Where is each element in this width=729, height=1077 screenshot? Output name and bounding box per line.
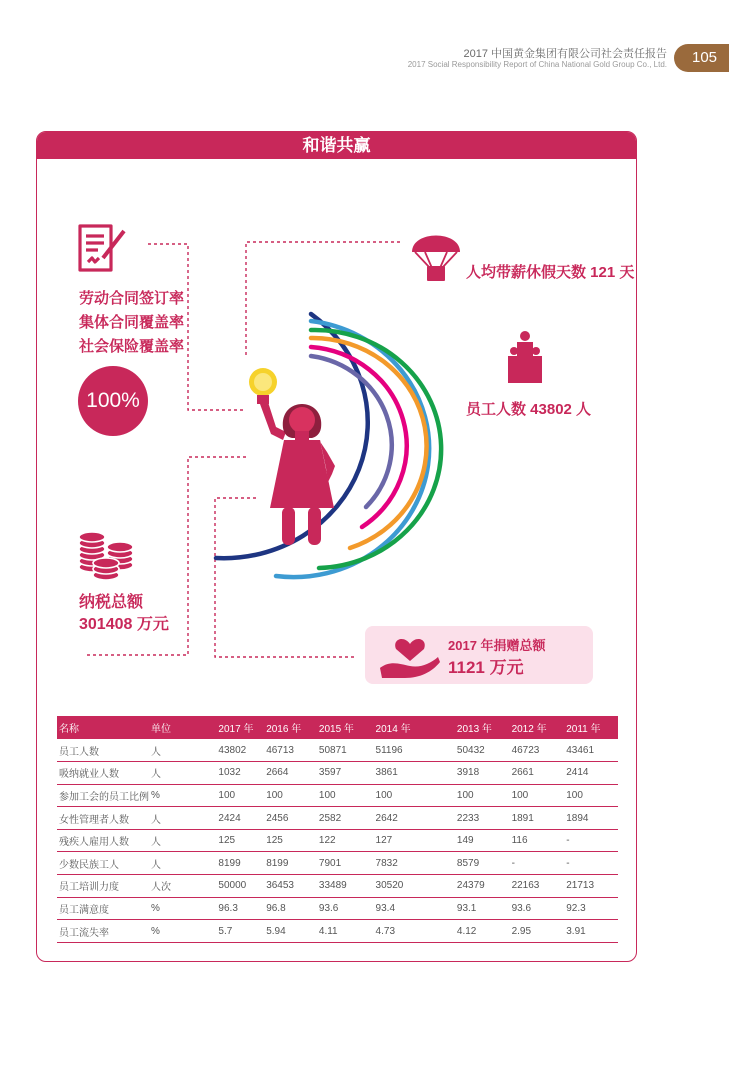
table-cell: 96.3 — [216, 897, 264, 920]
table-cell: 女性管理者人数 — [57, 807, 149, 830]
table-cell: 人 — [149, 852, 216, 875]
table-header-cell: 2011 年 — [564, 716, 618, 739]
table-row — [57, 920, 618, 943]
table-cell: 100 — [216, 784, 264, 807]
table-cell: 员工培训力度 — [57, 875, 149, 898]
contract-label-2: 集体合同覆盖率 — [79, 314, 185, 331]
table-cell: 21713 — [564, 875, 618, 898]
table-header-cell: 2012 年 — [510, 716, 565, 739]
table-header-cell: 2015 年 — [317, 716, 374, 739]
table-cell: 7901 — [317, 852, 374, 875]
table-header-cell: 2013 年 — [455, 716, 510, 739]
table-cell: 2424 — [216, 807, 264, 830]
table-cell: 人 — [149, 762, 216, 785]
table-cell: 2582 — [317, 807, 374, 830]
contract-labels — [79, 287, 184, 359]
table-cell: 122 — [317, 829, 374, 852]
panel-title: 和谐共赢 — [37, 132, 636, 159]
tax-value: 301408 万元 — [79, 616, 169, 633]
table-cell: 100 — [455, 784, 510, 807]
table-cell: 人次 — [149, 875, 216, 898]
table-cell: 100 — [374, 784, 455, 807]
table-cell: 2456 — [264, 807, 317, 830]
table-cell: 3597 — [317, 762, 374, 785]
table-row — [57, 875, 618, 898]
table-cell: 93.1 — [455, 897, 510, 920]
table-cell: 2414 — [564, 762, 618, 785]
table-cell: 50432 — [455, 739, 510, 762]
table-cell: 125 — [216, 829, 264, 852]
page-number: 105 — [674, 44, 729, 72]
table-cell: 5.94 — [264, 920, 317, 943]
coverage-rate-badge: 100% — [78, 366, 148, 436]
table-cell: - — [564, 829, 618, 852]
table-cell: 参加工会的员工比例 — [57, 784, 149, 807]
staff-count-stat: 员工人数 43802 人 — [466, 401, 592, 418]
table-cell: 100 — [564, 784, 618, 807]
table-cell: 93.4 — [374, 897, 455, 920]
donation-value: 1121 万元 — [448, 658, 524, 677]
table-header-cell: 2014 年 — [374, 716, 455, 739]
table-cell: 1894 — [564, 807, 618, 830]
table-header-row — [57, 716, 618, 739]
tax-label: 纳税总额 — [79, 594, 144, 611]
paid-vacation-stat: 人均带薪休假天数 121 天 — [466, 264, 635, 281]
heart-hand-icon — [380, 639, 440, 678]
table-cell: 100 — [264, 784, 317, 807]
table-row — [57, 897, 618, 920]
table-cell: 人 — [149, 739, 216, 762]
table-cell: 人 — [149, 807, 216, 830]
table-row — [57, 762, 618, 785]
table-cell: 残疾人雇用人数 — [57, 829, 149, 852]
table-header-cell: 2017 年 — [216, 716, 264, 739]
table-header-cell: 名称 — [57, 716, 149, 739]
table-row — [57, 784, 618, 807]
table-cell: 3918 — [455, 762, 510, 785]
table-cell: 116 — [510, 829, 565, 852]
table-cell: 92.3 — [564, 897, 618, 920]
table-cell: 50000 — [216, 875, 264, 898]
table-cell: - — [510, 852, 565, 875]
table-cell: 3.91 — [564, 920, 618, 943]
table-cell: 125 — [264, 829, 317, 852]
report-title-en: 2017 Social Responsibility Report of China National Gold Group Co., Ltd. — [407, 60, 667, 69]
table-cell: 22163 — [510, 875, 565, 898]
table-cell: 36453 — [264, 875, 317, 898]
table-cell: 8199 — [264, 852, 317, 875]
table-cell: 员工流失率 — [57, 920, 149, 943]
table-cell: 46713 — [264, 739, 317, 762]
table-cell: 43461 — [564, 739, 618, 762]
table-cell: - — [564, 852, 618, 875]
table-cell: 50871 — [317, 739, 374, 762]
table-cell: 100 — [510, 784, 565, 807]
table-row — [57, 739, 618, 762]
table-header-cell: 2016 年 — [264, 716, 317, 739]
table-cell: % — [149, 897, 216, 920]
report-title-cn: 2017 中国黄金集团有限公司社会责任报告 — [463, 48, 667, 60]
employee-data-table — [57, 716, 618, 943]
table-cell: 人 — [149, 829, 216, 852]
table-cell: 8199 — [216, 852, 264, 875]
table-cell: 93.6 — [317, 897, 374, 920]
table-cell: 100 — [317, 784, 374, 807]
table-cell: 46723 — [510, 739, 565, 762]
table-cell: 7832 — [374, 852, 455, 875]
table-cell: 1891 — [510, 807, 565, 830]
table-cell: 4.73 — [374, 920, 455, 943]
table-row — [57, 807, 618, 830]
contract-label-3: 社会保险覆盖率 — [79, 338, 185, 355]
table-row — [57, 829, 618, 852]
table-cell: 30520 — [374, 875, 455, 898]
table-cell: % — [149, 784, 216, 807]
table-cell: 2.95 — [510, 920, 565, 943]
donation-label: 2017 年捐赠总额 — [448, 638, 546, 653]
table-cell: 4.11 — [317, 920, 374, 943]
table-cell: 2664 — [264, 762, 317, 785]
table-cell: 43802 — [216, 739, 264, 762]
table-cell: 员工人数 — [57, 739, 149, 762]
contract-label-1: 劳动合同签订率 — [79, 290, 185, 307]
table-cell: 1032 — [216, 762, 264, 785]
table-cell: 51196 — [374, 739, 455, 762]
table-cell: 5.7 — [216, 920, 264, 943]
table-cell: 3861 — [374, 762, 455, 785]
tax-total-stat — [79, 592, 169, 636]
table-cell: 8579 — [455, 852, 510, 875]
table-cell: 2661 — [510, 762, 565, 785]
table-row — [57, 852, 618, 875]
table-cell: 4.12 — [455, 920, 510, 943]
table-cell: 24379 — [455, 875, 510, 898]
table-cell: 2642 — [374, 807, 455, 830]
table-cell: 员工满意度 — [57, 897, 149, 920]
table-cell: 127 — [374, 829, 455, 852]
table-cell: 吸纳就业人数 — [57, 762, 149, 785]
table-cell: 96.8 — [264, 897, 317, 920]
table-cell: 149 — [455, 829, 510, 852]
table-cell: 33489 — [317, 875, 374, 898]
table-cell: 2233 — [455, 807, 510, 830]
table-cell: 少数民族工人 — [57, 852, 149, 875]
table-cell: % — [149, 920, 216, 943]
table-cell: 93.6 — [510, 897, 565, 920]
table-header-cell: 单位 — [149, 716, 216, 739]
